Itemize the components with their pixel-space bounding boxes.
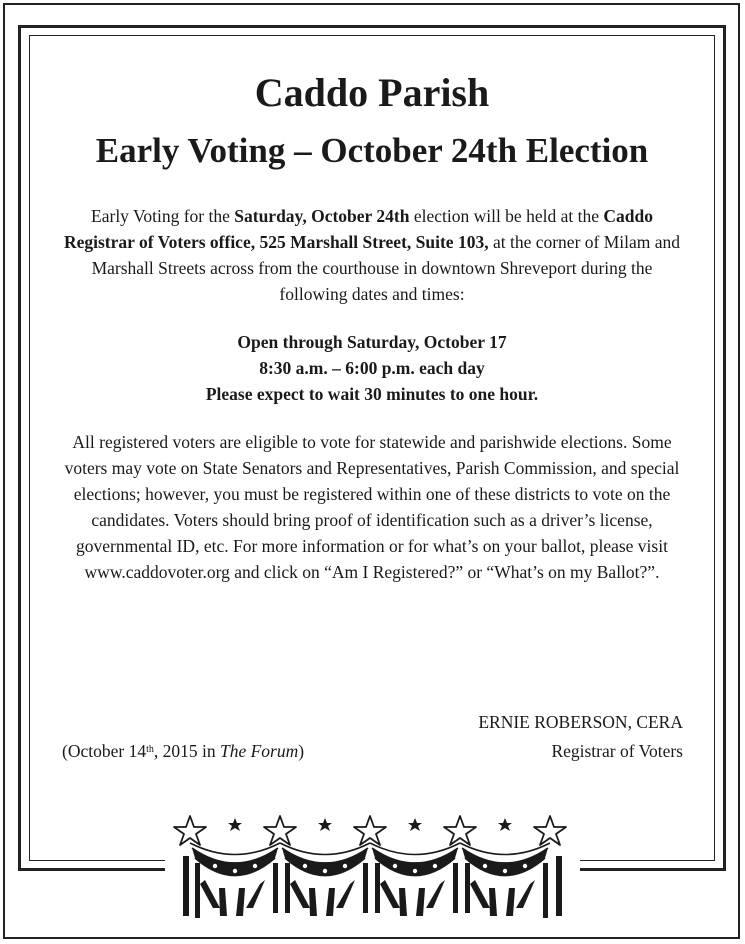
patriotic-bunting-icon: [165, 808, 580, 923]
source-date: (October 14: [62, 741, 147, 761]
schedule-hours: 8:30 a.m. – 6:00 p.m. each day: [259, 358, 485, 378]
publication-source: [62, 737, 304, 766]
source-publication: The Forum: [219, 741, 299, 761]
notice-subtitle: Early Voting – October 24th Election: [95, 131, 649, 170]
schedule-wait-note: Please expect to wait 30 minutes to one hour.: [205, 384, 539, 404]
signature-block: [478, 708, 683, 766]
info-paragraph: All registered voters are eligible to vote for statewide and parishwide elections. Some voters may vote on State Senators and Representatives, Parish Commission, and special elections; however, you must be registered within one of these districts to vote on the candidates. Voters should bring proof of identification such as a driver’s license, governmental ID, etc. For more information or for what’s on your ballot, please visit www.caddovoter.org and click on “Am I Registered?” or “What’s on my Ballot?”.: [64, 432, 680, 582]
intro-text-1: Early Voting for the: [91, 206, 235, 226]
intro-text-2: election will be held at the: [409, 206, 604, 226]
source-ordinal: th: [146, 744, 154, 755]
schedule-block: [32, 329, 712, 407]
schedule-dates: Open through Saturday, October 17: [237, 332, 507, 352]
intro-text-3: at the corner of Milam and Marshall Streets across from the courthouse in downtown Shreveport during the following dates and times:: [91, 232, 681, 304]
notice-content: [32, 38, 712, 585]
intro-paragraph: [62, 203, 682, 307]
registrar-name: ERNIE ROBERSON, CERA: [478, 712, 683, 732]
notice-title: Caddo Parish: [254, 70, 490, 115]
source-close: ): [298, 741, 305, 761]
intro-office-address: Caddo Registrar of Voters office, 525 Marshall Street, Suite 103,: [63, 206, 653, 252]
source-connector: , 2015 in: [153, 741, 220, 761]
intro-election-date: Saturday, October 24th: [234, 206, 410, 226]
registrar-title: Registrar of Voters: [551, 741, 683, 761]
